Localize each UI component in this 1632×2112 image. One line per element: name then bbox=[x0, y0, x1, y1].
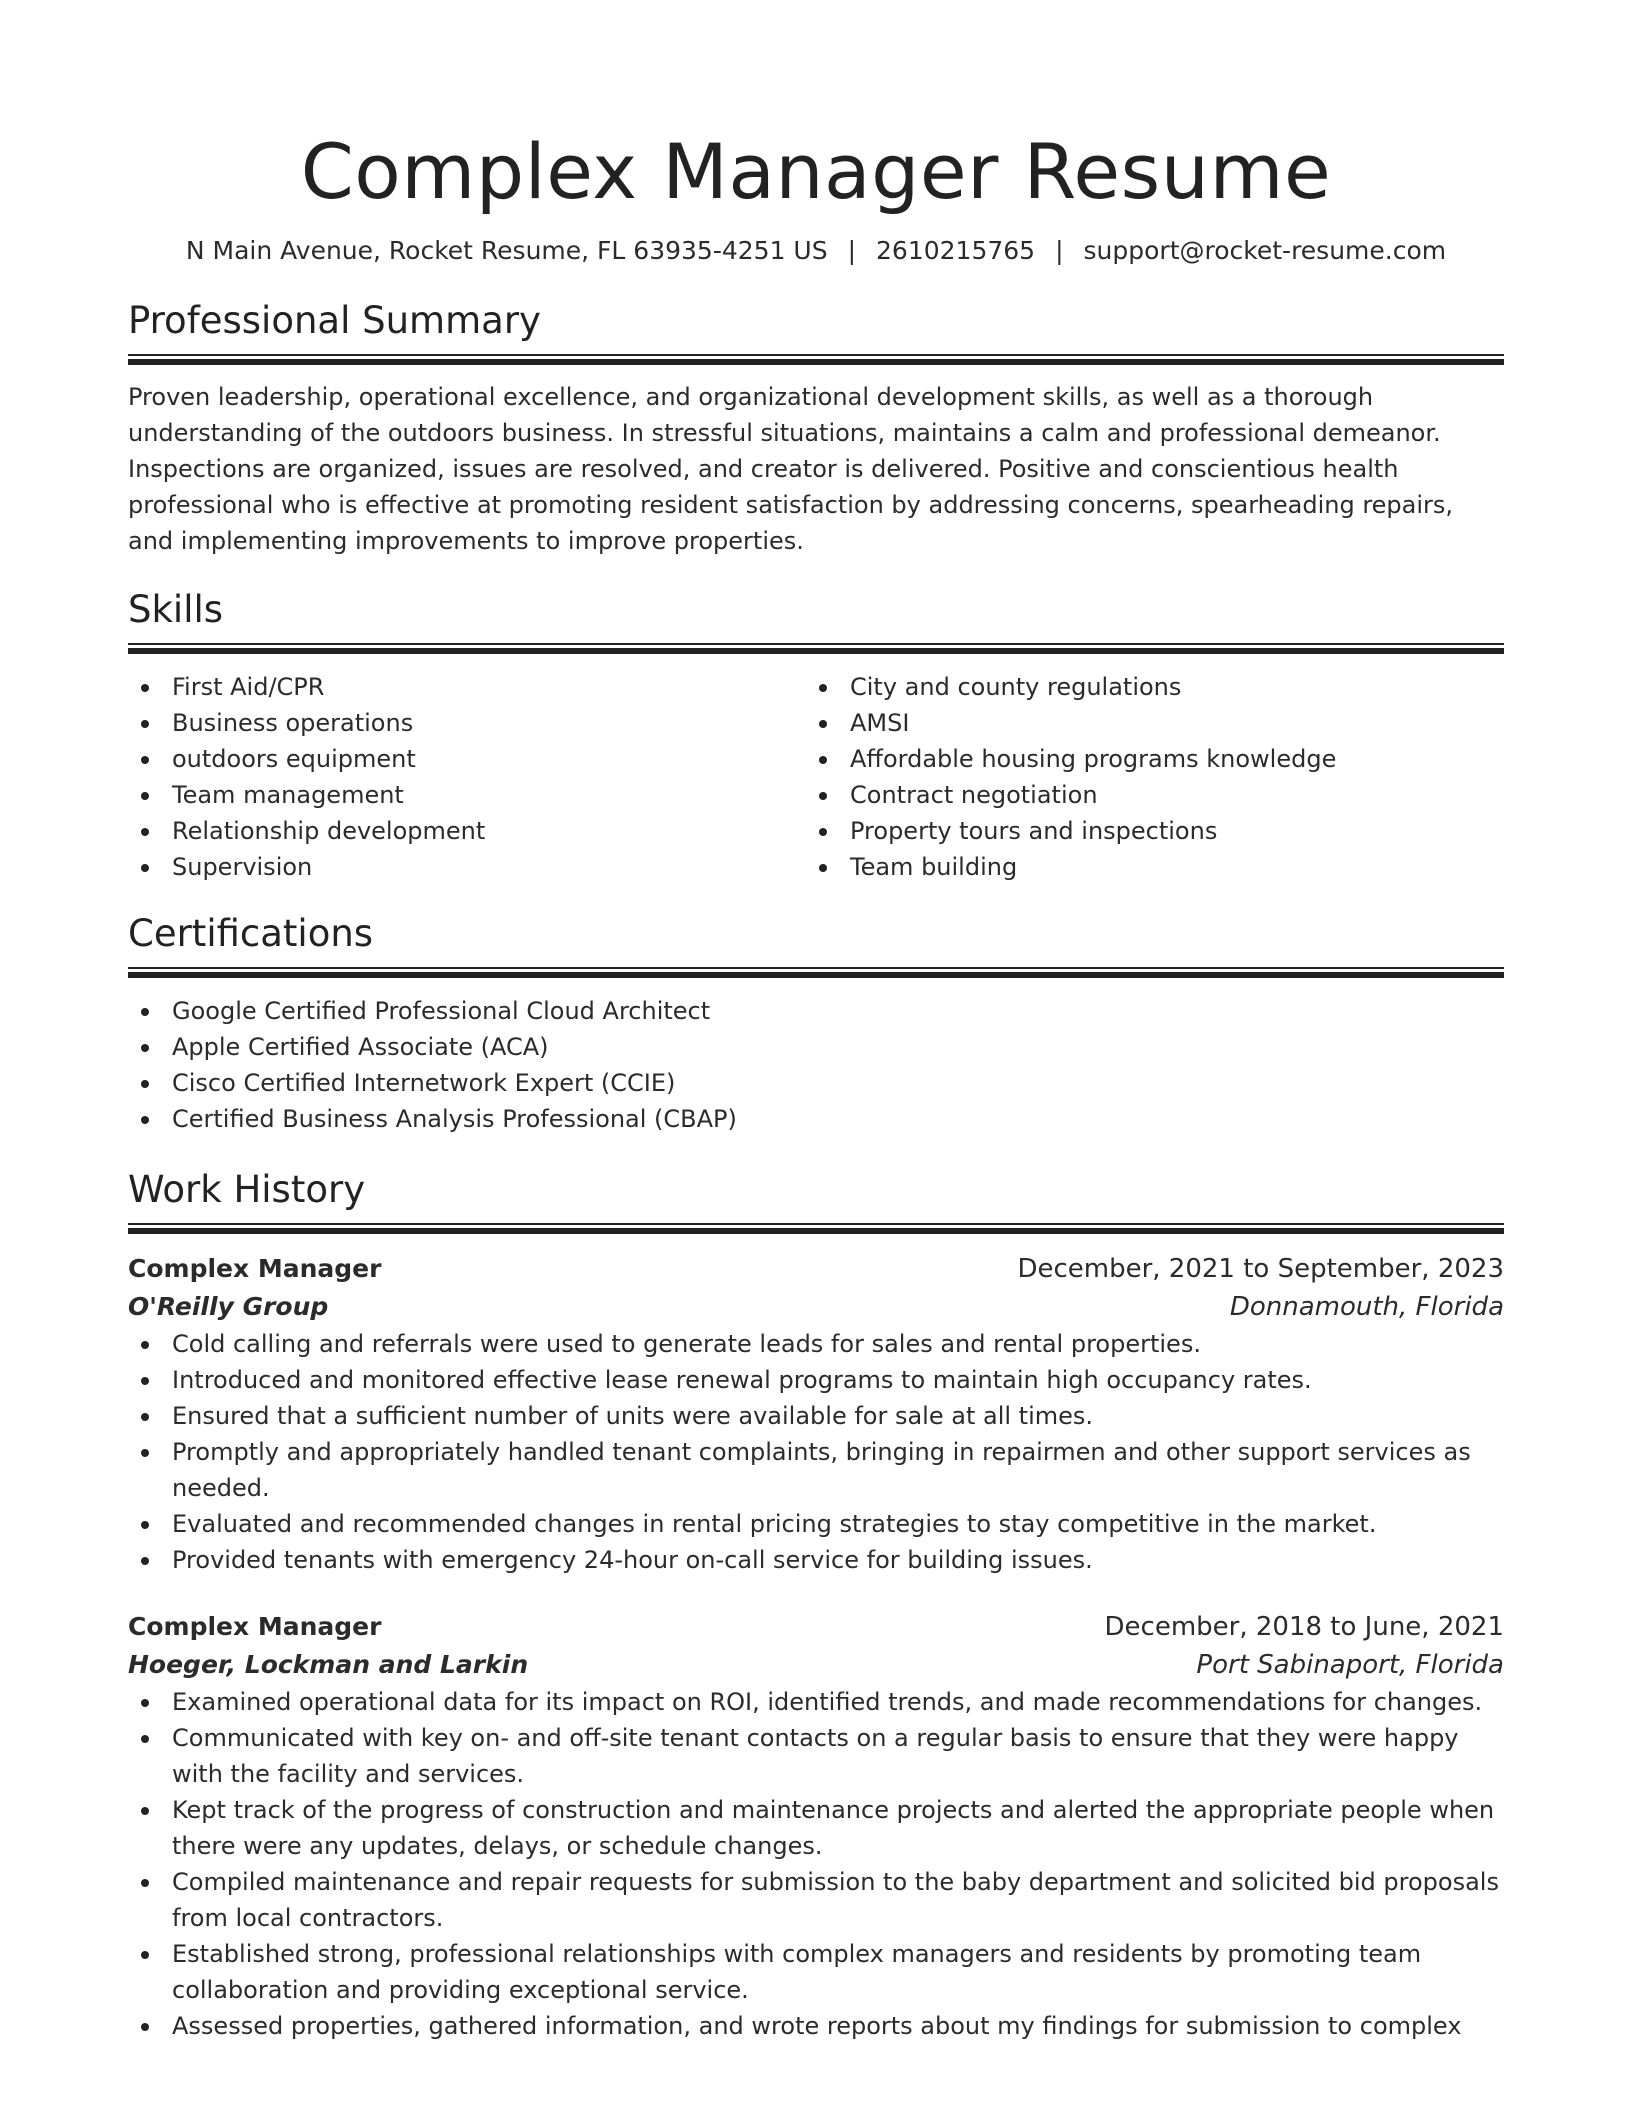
list-item: Ensured that a sufficient number of units were available for sale at all times. bbox=[172, 1398, 1504, 1434]
certifications-section bbox=[128, 911, 1504, 1137]
skills-list-right bbox=[806, 669, 1484, 885]
contact-email: support@rocket-resume.com bbox=[1083, 236, 1447, 265]
certifications-list bbox=[128, 993, 1504, 1137]
list-item: Contract negotiation bbox=[850, 777, 1484, 813]
resume-title: Complex Manager Resume bbox=[300, 127, 1332, 216]
section-heading-skills: Skills bbox=[128, 588, 224, 631]
job-company: O'Reilly Group bbox=[128, 1292, 329, 1321]
list-item: outdoors equipment bbox=[172, 741, 806, 777]
list-item: Team building bbox=[850, 849, 1484, 885]
list-item: Certified Business Analysis Professional (CBAP) bbox=[172, 1101, 1504, 1137]
section-divider bbox=[128, 643, 1504, 654]
list-item: Relationship development bbox=[172, 813, 806, 849]
list-item: Affordable housing programs knowledge bbox=[850, 741, 1484, 777]
list-item: Provided tenants with emergency 24-hour on-call service for building issues. bbox=[172, 1542, 1504, 1578]
job-entry bbox=[128, 1608, 1504, 2044]
section-divider bbox=[128, 354, 1504, 365]
list-item: Established strong, professional relationships with complex managers and residents by promoting team collaboration and providing exceptional service. bbox=[172, 1936, 1504, 2008]
skills-column-left bbox=[128, 669, 806, 885]
contact-phone: 2610215765 bbox=[876, 236, 1036, 265]
contact-separator: | bbox=[847, 236, 857, 265]
list-item: Property tours and inspections bbox=[850, 813, 1484, 849]
list-item: First Aid/CPR bbox=[172, 669, 806, 705]
list-item: City and county regulations bbox=[850, 669, 1484, 705]
job-title: Complex Manager bbox=[128, 1254, 382, 1283]
job-location: Donnamouth, Florida bbox=[1229, 1292, 1504, 1322]
list-item: Team management bbox=[172, 777, 806, 813]
list-item: Introduced and monitored effective lease renewal programs to maintain high occupancy rates. bbox=[172, 1362, 1504, 1398]
list-item: Supervision bbox=[172, 849, 806, 885]
list-item: Communicated with key on- and off-site tenant contacts on a regular basis to ensure that they were happy with the facility and services. bbox=[172, 1720, 1504, 1792]
list-item: Apple Certified Associate (ACA) bbox=[172, 1029, 1504, 1065]
list-item: Cisco Certified Internetwork Expert (CCIE) bbox=[172, 1065, 1504, 1101]
job-entry bbox=[128, 1250, 1504, 1578]
contact-address: N Main Avenue, Rocket Resume, FL 63935-4251 US bbox=[185, 236, 828, 265]
job-header bbox=[128, 1250, 1504, 1288]
job-company: Hoeger, Lockman and Larkin bbox=[128, 1650, 529, 1679]
section-heading-summary: Professional Summary bbox=[128, 299, 541, 342]
job-subheader bbox=[128, 1288, 1504, 1326]
contact-line bbox=[128, 234, 1504, 268]
work-history-section bbox=[128, 1167, 1504, 2044]
section-divider bbox=[128, 1223, 1504, 1234]
job-bullets bbox=[128, 1684, 1504, 2044]
summary-section bbox=[128, 298, 1504, 559]
list-item: Evaluated and recommended changes in rental pricing strategies to stay competitive in the market. bbox=[172, 1506, 1504, 1542]
list-item: Business operations bbox=[172, 705, 806, 741]
skills-section bbox=[128, 587, 1504, 885]
skills-column-right bbox=[806, 669, 1484, 885]
section-heading-work-history: Work History bbox=[128, 1168, 366, 1211]
job-subheader bbox=[128, 1646, 1504, 1684]
job-header bbox=[128, 1608, 1504, 1646]
skills-list-left bbox=[128, 669, 806, 885]
resume-page bbox=[128, 0, 1504, 2044]
section-heading-certifications: Certifications bbox=[128, 912, 374, 955]
job-dates: December, 2021 to September, 2023 bbox=[1017, 1254, 1504, 1284]
list-item: AMSI bbox=[850, 705, 1484, 741]
list-item: Kept track of the progress of construction and maintenance projects and alerted the appropriate people when there were any updates, delays, or schedule changes. bbox=[172, 1792, 1504, 1864]
job-title: Complex Manager bbox=[128, 1612, 382, 1641]
list-item: Examined operational data for its impact on ROI, identified trends, and made recommendations for changes. bbox=[172, 1684, 1504, 1720]
list-item: Google Certified Professional Cloud Architect bbox=[172, 993, 1504, 1029]
job-location: Port Sabinaport, Florida bbox=[1196, 1650, 1504, 1680]
contact-separator: | bbox=[1055, 236, 1064, 265]
skills-grid bbox=[128, 669, 1504, 885]
job-bullets bbox=[128, 1326, 1504, 1578]
job-dates: December, 2018 to June, 2021 bbox=[1104, 1612, 1504, 1642]
list-item: Assessed properties, gathered information, and wrote reports about my findings for submission to complex bbox=[172, 2008, 1504, 2044]
list-item: Promptly and appropriately handled tenant complaints, bringing in repairmen and other support services as needed. bbox=[172, 1434, 1504, 1506]
section-divider bbox=[128, 967, 1504, 978]
list-item: Compiled maintenance and repair requests for submission to the baby department and solicited bid proposals from local contractors. bbox=[172, 1864, 1504, 1936]
summary-text: Proven leadership, operational excellence, and organizational development skills, as well as a thorough understanding of the outdoors business. In stressful situations, maintains a calm and professional demeanor. Inspections are organized, issues are resolved, and creator is delivered. Positive and conscientious health professional who is effective at promoting resident satisfaction by addressing concerns, spearheading repairs, and implementing improvements to improve properties. bbox=[128, 383, 1454, 555]
list-item: Cold calling and referrals were used to generate leads for sales and rental properties. bbox=[172, 1326, 1504, 1362]
